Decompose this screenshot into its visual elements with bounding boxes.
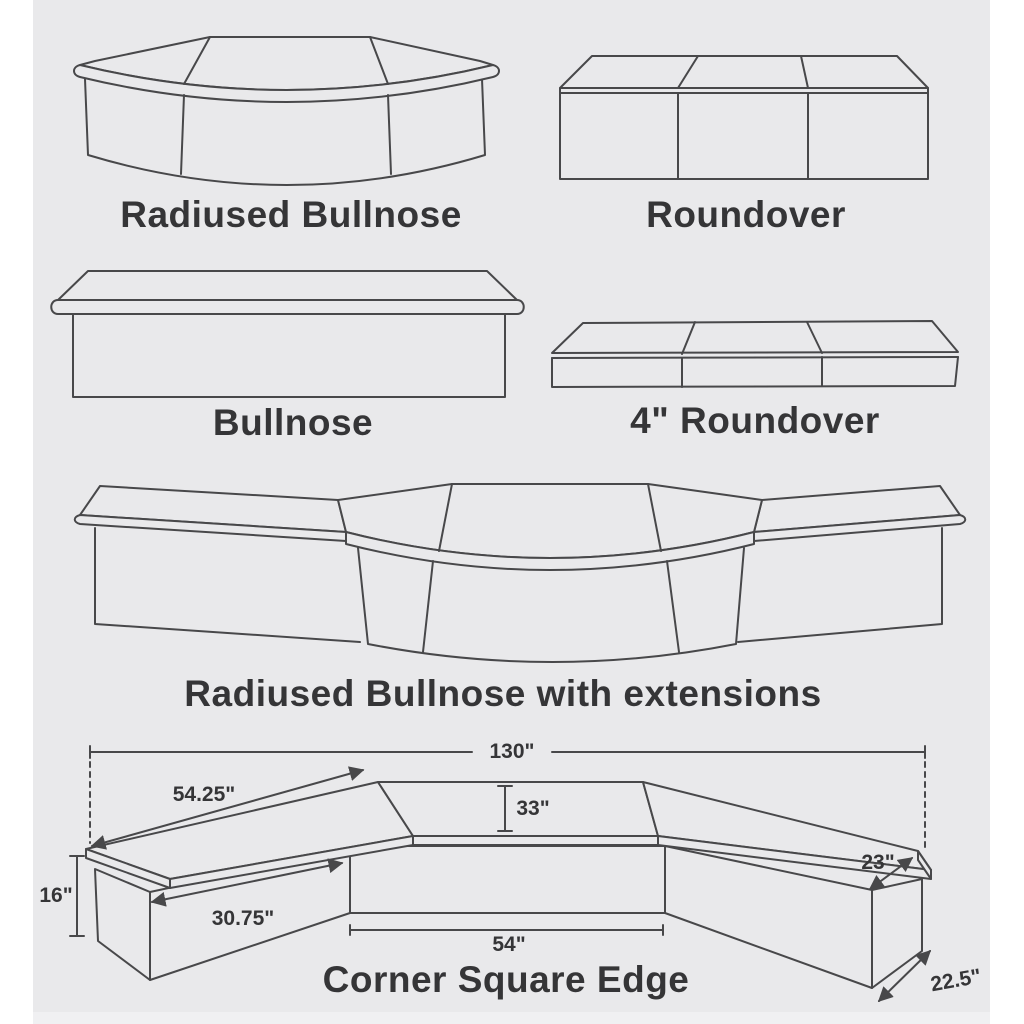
four-inch-roundover-drawing	[552, 321, 958, 387]
center-front-face	[350, 846, 665, 913]
dim-label-16: 16"	[39, 884, 73, 907]
figure-label-radiused-bullnose: Radiused Bullnose	[120, 194, 462, 235]
front-face	[560, 88, 928, 179]
roundover-drawing	[560, 56, 928, 179]
bullnose-band	[51, 300, 524, 314]
center-lip	[413, 836, 658, 845]
dim-label-54: 54"	[492, 933, 526, 956]
top-surface	[560, 56, 928, 88]
right-extension-skirt	[738, 528, 942, 642]
dim-label-22-5: 22.5"	[928, 964, 983, 997]
top-surface	[552, 321, 958, 353]
left-wing-end-face	[95, 869, 150, 980]
dim-label-23: 23"	[861, 851, 895, 874]
figure-label-roundover: Roundover	[646, 194, 846, 235]
roundover-edge-line	[552, 357, 958, 358]
dim-label-54-25: 54.25"	[172, 783, 236, 806]
right-wing-end-face	[872, 879, 922, 988]
front-face	[552, 357, 958, 387]
dim-label-30-75: 30.75"	[211, 907, 275, 930]
figure-label-bullnose: Bullnose	[212, 402, 374, 443]
skirt	[73, 313, 505, 397]
bullnose-drawing	[51, 271, 524, 397]
dim-label-33: 33"	[516, 797, 550, 820]
left-extension-skirt	[95, 528, 360, 642]
top-surface	[58, 271, 517, 300]
radiused-bullnose-extensions-drawing	[75, 484, 966, 662]
figure-label-radiused-bullnose-extensions: Radiused Bullnose with extensions	[184, 673, 822, 714]
figure-label-four-inch-roundover: 4" Roundover	[630, 400, 880, 441]
figure-label-corner-square-edge: Corner Square Edge	[322, 959, 690, 1000]
radiused-bullnose-drawing	[74, 37, 499, 185]
dim-label-130: 130"	[489, 740, 535, 763]
